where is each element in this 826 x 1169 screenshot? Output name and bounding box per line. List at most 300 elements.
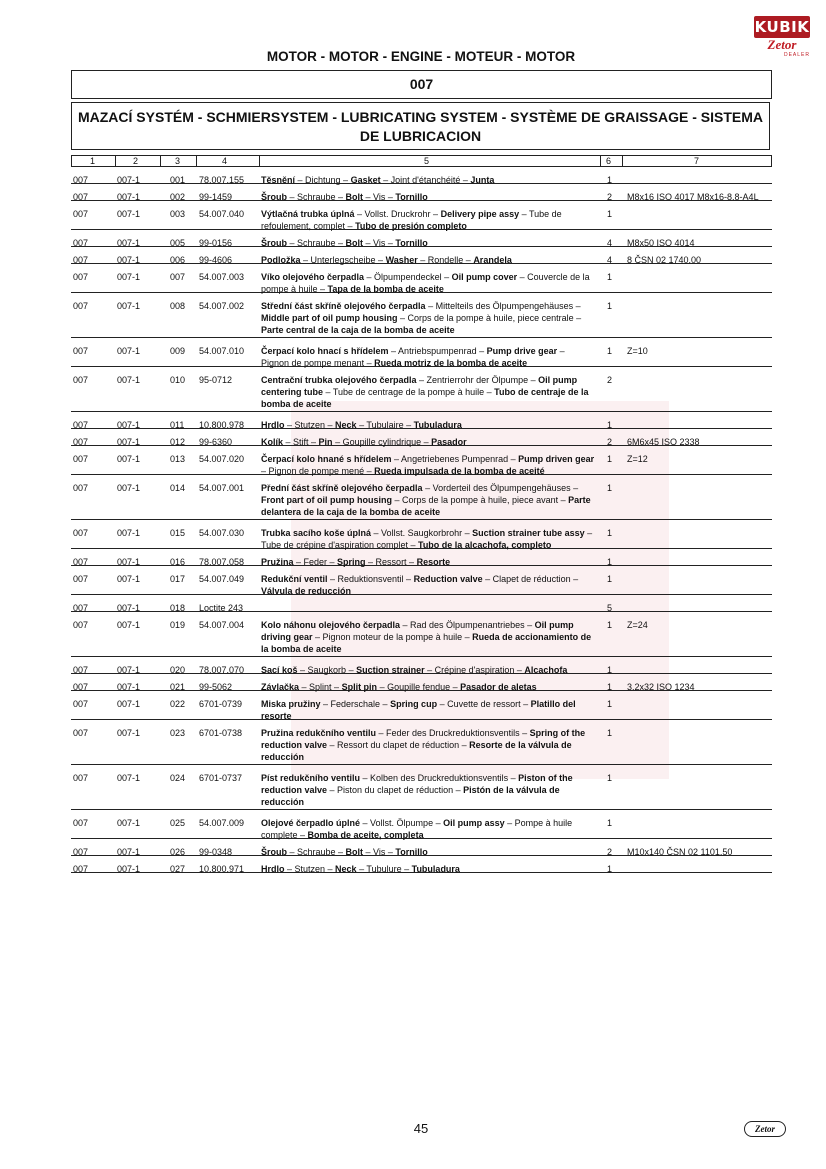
cell-c2: 007-1 [117,454,141,464]
cell-c3: 026 [170,847,186,857]
cell-c1: 007 [73,437,89,447]
desc-term: Centrační trubka olejového čerpadla [261,375,417,385]
cell-c2: 007-1 [117,557,141,567]
cell-c1: 007 [73,603,89,613]
cell-c1: 007 [73,665,89,675]
cell-c6: 2 [607,192,613,202]
desc-term: Pump driven gear [518,454,595,464]
table-row [71,475,772,520]
cell-description [261,772,595,808]
cell-c3: 013 [170,454,186,464]
table-row [71,293,772,338]
cell-c2: 007-1 [117,272,141,282]
desc-text: – Goupille cylindrique – [332,437,432,447]
cell-c3: 017 [170,574,186,584]
desc-term: Middle part of oil pump housing [261,313,398,323]
desc-text: – Piston du clapet de réduction – [327,785,464,795]
cell-description [261,482,595,518]
table-row [71,674,772,691]
desc-text: – Pignon de pompe menant – [261,346,565,368]
cell-c3: 024 [170,773,186,783]
desc-term: Tubo de centraje de la bomba de aceite [261,387,589,409]
desc-term: Oil pump driving gear [261,620,574,642]
cell-description [261,345,595,369]
cell-c2: 007-1 [117,620,141,630]
desc-term: Bolt [345,238,364,248]
desc-term: Tubuladura [411,864,460,874]
desc-term: Tapa de la bomba de aceite [327,284,444,294]
table-row [71,367,772,412]
desc-term: Pasador [431,437,467,447]
cell-c3: 022 [170,699,186,709]
desc-term: Válvula de reducción [261,586,352,596]
cell-c4: 10.800.978 [199,420,245,430]
cell-description [261,527,595,551]
desc-text: – Vis – [363,192,396,202]
cell-c6: 1 [607,272,613,282]
cell-c3: 020 [170,665,186,675]
desc-text: – Tube de crépine d'aspiration complet – [261,528,593,550]
desc-term: Kolo náhonu olejového čerpadla [261,620,401,630]
cell-c6: 1 [607,728,613,738]
page-heading: MOTOR - MOTOR - ENGINE - MOTEUR - MOTOR [266,49,576,64]
cell-c6: 1 [607,864,613,874]
cell-c6: 1 [607,665,613,675]
cell-description [261,619,595,655]
desc-term: Oil pump assy [443,818,505,828]
cell-c7: 6M6x45 ISO 2338 [627,437,700,447]
desc-term: Washer [385,255,418,265]
desc-term: Gasket [350,175,381,185]
table-row [71,549,772,566]
desc-term: Alcachofa [524,665,568,675]
desc-term: Reduction valve [413,574,483,584]
desc-text: – Unterlegscheibe – [300,255,386,265]
cell-c2: 007-1 [117,420,141,430]
cell-c1: 007 [73,375,89,385]
table-row [71,520,772,549]
desc-text: – Zentrierrohr der Ölpumpe – [416,375,539,385]
desc-text: – Angetriebenes Pumpenrad – [391,454,519,464]
table-row [71,412,772,429]
table-row [71,720,772,765]
cell-c6: 4 [607,255,613,265]
desc-term: Šroub [261,847,287,857]
desc-text: – Kolben des Druckreduktionsventils – [360,773,519,783]
cell-c1: 007 [73,682,89,692]
cell-description [261,863,595,875]
cell-c6: 1 [607,818,613,828]
cell-c7: 3.2x32 ISO 1234 [627,682,695,692]
desc-text: – Vis – [363,847,396,857]
desc-text: – Joint d'étanchéité – [380,175,471,185]
cell-c3: 027 [170,864,186,874]
cell-c6: 1 [607,620,613,630]
desc-text: – Vollst. Saugkorbrohr – [371,528,473,538]
cell-description [261,300,595,336]
cell-c3: 003 [170,209,186,219]
desc-term: Neck [335,420,357,430]
cell-c2: 007-1 [117,773,141,783]
cell-c1: 007 [73,420,89,430]
table-row [71,264,772,293]
cell-c7: M8x50 ISO 4014 [627,238,695,248]
desc-text: – Federschale – [320,699,391,709]
cell-c2: 007-1 [117,192,141,202]
desc-term: Závlačka [261,682,300,692]
cell-c4: 6701-0738 [199,728,243,738]
cell-description [261,727,595,763]
cell-c7: Z=10 [627,346,648,356]
desc-text: – Dichtung – [295,175,351,185]
cell-c6: 2 [607,437,613,447]
cell-c4: 99-0348 [199,847,233,857]
desc-term: Neck [335,864,357,874]
cell-c1: 007 [73,728,89,738]
table-row [71,201,772,230]
desc-text: – Mittelteils des Ölpumpengehäuses – [425,301,581,311]
cell-c6: 2 [607,375,613,385]
cell-c7: 8 ČSN 02 1740.00 [627,255,702,265]
table-row [71,810,772,839]
table-row [71,167,772,184]
cell-c1: 007 [73,620,89,630]
cell-description [261,817,595,841]
desc-term: Trubka sacího koše úplná [261,528,372,538]
cell-c4: Loctite 243 [199,603,244,613]
desc-term: Arandela [473,255,512,265]
desc-text: – Tube de centrage de la pompe à huile – [323,387,495,397]
cell-c4: 99-5062 [199,682,233,692]
desc-term: Junta [470,175,495,185]
desc-text: – Saugkorb – [297,665,357,675]
cell-c1: 007 [73,557,89,567]
desc-term: Delivery pipe assy [440,209,520,219]
desc-text: – Pompe à huile complete – [261,818,573,840]
desc-text: – Rad des Ölpumpenantriebes – [400,620,535,630]
cell-c2: 007-1 [117,528,141,538]
column-header [71,155,772,167]
desc-term: Pin [318,437,333,447]
desc-text: – Vorderteil des Ölpumpengehäuses – [422,483,579,493]
desc-text: – Corps de la pompe à huile, piece centrale – [397,313,582,323]
cell-c6: 1 [607,175,613,185]
cell-c2: 007-1 [117,864,141,874]
cell-description [261,374,595,410]
desc-term: Tornillo [395,192,428,202]
cell-c1: 007 [73,818,89,828]
cell-c1: 007 [73,209,89,219]
cell-c6: 1 [607,682,613,692]
desc-term: Tubo de presión completo [355,221,467,231]
table-row [71,765,772,810]
cell-c1: 007 [73,773,89,783]
cell-c3: 007 [170,272,186,282]
desc-text: – Schraube – [287,847,346,857]
desc-term: Pružina redukčního ventilu [261,728,377,738]
cell-c1: 007 [73,847,89,857]
cell-c2: 007-1 [117,603,141,613]
cell-c4: 54.007.009 [199,818,245,828]
desc-term: Parte central de la caja de la bomba de aceite [261,325,455,335]
desc-text: – Antriebspumpenrad – [388,346,487,356]
cell-c3: 014 [170,483,186,493]
desc-term: Rueda de accionamiento de la bomba de aceite [261,632,592,654]
cell-c6: 1 [607,574,613,584]
desc-term: Resorte [416,557,451,567]
cell-c6: 5 [607,603,613,613]
col-3-header: 3 [175,156,181,166]
desc-term: Front part of oil pump housing [261,495,392,505]
table-row [71,612,772,657]
desc-term: Piston of the reduction valve [261,773,573,795]
desc-term: Čerpací kolo hnané s hřídelem [261,454,392,464]
cell-c6: 1 [607,557,613,567]
cell-c7: M8x16 ISO 4017 M8x16-8.8-A4L [627,192,759,202]
desc-text: – Pignon de pompe mené – [261,466,375,476]
table-row [71,338,772,367]
cell-c3: 012 [170,437,186,447]
desc-term: Hrdlo [261,864,285,874]
cell-c4: 99-6360 [199,437,233,447]
cell-c3: 025 [170,818,186,828]
cell-c3: 009 [170,346,186,356]
desc-term: Píst redukčního ventilu [261,773,361,783]
cell-c4: 95-0712 [199,375,233,385]
col-2-header: 2 [133,156,139,166]
cell-c4: 78.007.058 [199,557,245,567]
cell-c2: 007-1 [117,818,141,828]
cell-c1: 007 [73,272,89,282]
desc-term: Resorte de la válvula de reducción [261,740,572,762]
cell-description [261,573,595,597]
cell-c3: 002 [170,192,186,202]
col-1-header: 1 [90,156,96,166]
cell-c4: 54.007.004 [199,620,245,630]
cell-c3: 015 [170,528,186,538]
cell-c3: 019 [170,620,186,630]
cell-c2: 007-1 [117,437,141,447]
desc-term: Výtlačná trubka úplná [261,209,355,219]
desc-term: Rueda impulsada de la bomba de aceité [374,466,545,476]
desc-term: Spring of the reduction valve [261,728,586,750]
desc-term: Oil pump cover [451,272,518,282]
logo-tag: DEALER [783,52,810,58]
desc-text: – Ressort – [365,557,417,567]
desc-text: – Cuvette de ressort – [437,699,531,709]
cell-c4: 6701-0737 [199,773,243,783]
cell-c3: 010 [170,375,186,385]
desc-term: Redukční ventil [261,574,328,584]
desc-text: – Ressort du clapet de réduction – [327,740,470,750]
page-number: 45 [413,1121,429,1136]
table-row [71,230,772,247]
desc-term: Split pin [341,682,378,692]
cell-c1: 007 [73,454,89,464]
desc-term: Tornillo [395,847,428,857]
desc-text: – Feder des Druckreduktionsventils – [376,728,530,738]
desc-text: – Tubulaire – [356,420,414,430]
desc-term: Tubo de la alcachofa, completo [417,540,552,550]
logo-brand: KUBIK [754,18,810,36]
cell-c1: 007 [73,175,89,185]
cell-c2: 007-1 [117,574,141,584]
cell-c1: 007 [73,301,89,311]
cell-c3: 008 [170,301,186,311]
table-row [71,429,772,446]
desc-term: Suction strainer tube assy [472,528,585,538]
desc-term: Hrdlo [261,420,285,430]
desc-term: Pump drive gear [486,346,558,356]
cell-description [261,453,595,477]
cell-c6: 1 [607,420,613,430]
desc-term: Přední část skříně olejového čerpadla [261,483,423,493]
cell-c3: 005 [170,238,186,248]
table-row [71,566,772,595]
cell-c6: 1 [607,699,613,709]
cell-c3: 006 [170,255,186,265]
cell-c2: 007-1 [117,665,141,675]
cell-c4: 6701-0739 [199,699,243,709]
cell-c1: 007 [73,192,89,202]
cell-c4: 54.007.010 [199,346,245,356]
desc-text: – Feder – [293,557,338,567]
cell-c2: 007-1 [117,483,141,493]
desc-term: Spring cup [390,699,438,709]
cell-c4: 54.007.040 [199,209,245,219]
desc-text: – Stift – [283,437,319,447]
section-title [71,102,770,150]
cell-c3: 011 [170,420,185,430]
cell-c2: 007-1 [117,375,141,385]
cell-c4: 54.007.030 [199,528,245,538]
cell-c2: 007-1 [117,346,141,356]
cell-c3: 023 [170,728,186,738]
desc-term: Parte delantera de la caja de la bomba de aceite [261,495,591,517]
cell-c1: 007 [73,699,89,709]
cell-c3: 018 [170,603,186,613]
desc-term: Šroub [261,192,287,202]
cell-c2: 007-1 [117,682,141,692]
desc-term: Spring [337,557,366,567]
cell-c1: 007 [73,255,89,265]
col-7-header: 7 [694,156,700,166]
desc-text: – Splint – [299,682,342,692]
cell-c4: 54.007.002 [199,301,245,311]
desc-term: Olejové čerpadlo úplné [261,818,361,828]
cell-c6: 4 [607,238,613,248]
desc-text: – Couvercle de la pompe à huile – [261,272,590,294]
cell-c2: 007-1 [117,847,141,857]
desc-text: – Rondelle – [417,255,474,265]
cell-c1: 007 [73,238,89,248]
desc-text: – Vis – [363,238,396,248]
desc-text: – Vollst. Ölpumpe – [360,818,444,828]
cell-description [261,271,595,295]
desc-text: – Tubulure – [356,864,412,874]
cell-description [261,208,595,232]
desc-text: – Schraube – [287,238,346,248]
table-row [71,691,772,720]
desc-term: Tornillo [395,238,428,248]
cell-c6: 1 [607,454,613,464]
cell-c6: 1 [607,209,613,219]
desc-term: Sací koš [261,665,298,675]
cell-c1: 007 [73,574,89,584]
table-row [71,184,772,201]
footer-zetor-logo: Zetor [744,1121,786,1137]
cell-c7: Z=12 [627,454,648,464]
col-4-header: 4 [222,156,228,166]
desc-text: – Ölpumpendeckel – [364,272,452,282]
cell-c4: 54.007.049 [199,574,245,584]
cell-c4: 54.007.001 [199,483,245,493]
desc-term: Rueda motriz de la bomba de aceite [374,358,528,368]
cell-c4: 10.800.971 [199,864,245,874]
desc-term: Suction strainer [356,665,425,675]
logo-sub: Zetor [767,37,797,52]
desc-text: – Corps de la pompe à huile, piece avant – [391,495,569,505]
cell-c2: 007-1 [117,728,141,738]
cell-c1: 007 [73,346,89,356]
cell-c2: 007-1 [117,175,141,185]
cell-c6: 1 [607,528,613,538]
desc-term: Tubuladura [413,420,462,430]
col-5-header: 5 [424,156,430,166]
cell-c3: 016 [170,557,186,567]
desc-term: Oil pump centering tube [261,375,578,397]
cell-c7: M10x140 ČSN 02 1101.50 [627,847,733,857]
desc-term: Střední část skříně olejového čerpadla [261,301,426,311]
desc-text: – Crépine d'aspiration – [424,665,525,675]
desc-text: – Reduktionsventil – [327,574,414,584]
cell-c1: 007 [73,864,89,874]
cell-c6: 1 [607,773,613,783]
desc-term: Pružina [261,557,294,567]
cell-c4: 78.007.155 [199,175,245,185]
table-row [71,657,772,674]
desc-term: Pistón de la válvula de reducción [261,785,560,807]
cell-c4: 54.007.003 [199,272,245,282]
cell-description [261,698,595,722]
col-6-header: 6 [606,156,612,166]
desc-term: Platillo del resorte [261,699,576,721]
desc-text: – Schraube – [287,192,346,202]
parts-table [71,167,772,873]
cell-c2: 007-1 [117,255,141,265]
cell-c4: 54.007.020 [199,454,245,464]
cell-c6: 1 [607,483,613,493]
cell-c6: 2 [607,847,613,857]
desc-text: – Vollst. Druckrohr – [354,209,441,219]
desc-term: Bolt [345,847,364,857]
desc-text: – Stutzen – [284,420,336,430]
desc-term: Bomba de aceite, completa [307,830,424,840]
cell-c4: 99-1459 [199,192,233,202]
desc-term: Pasador de aletas [460,682,537,692]
cell-c2: 007-1 [117,238,141,248]
desc-term: Těsnění [261,175,296,185]
desc-text: – Stutzen – [284,864,336,874]
table-row [71,839,772,856]
desc-text: – Goupille fendue – [377,682,461,692]
cell-c6: 1 [607,346,613,356]
table-row [71,595,772,612]
cell-c4: 99-4606 [199,255,233,265]
desc-text: – Clapet de réduction – [482,574,579,584]
cell-c1: 007 [73,483,89,493]
desc-term: Kolík [261,437,284,447]
